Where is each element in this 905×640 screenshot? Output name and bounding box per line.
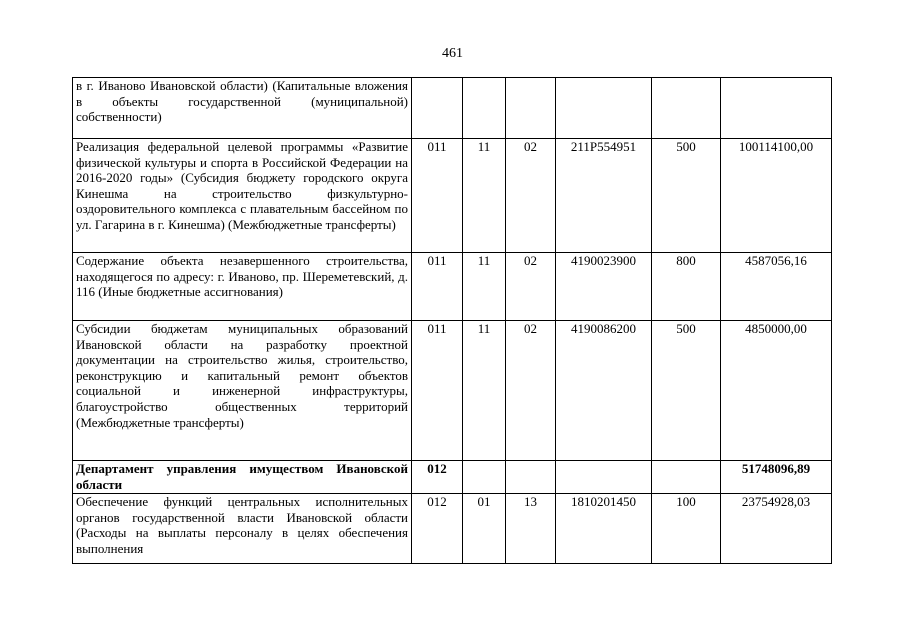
section-code: 11 [463,321,506,461]
admin-code: 011 [412,253,463,321]
amount: 100114100,00 [721,139,832,253]
target-article-code: 1810201450 [556,494,652,564]
section-code [463,461,506,494]
expense-description: Субсидии бюджетам муниципальных образований Ивановской области на разработку проектной документации на строительство жилья, строительство, реконструкцию и капитальный ремонт объектов социальной и инженерной инфраструктуры, благоустройство общественных территорий (Межбюджетные трансферты) [73,321,412,461]
section-code [463,78,506,139]
table-row [73,321,832,461]
expense-description: Обеспечение функций центральных исполнительных органов государственной власти Ивановской области (Расходы на выплаты персоналу в целях обеспечения выполнения [73,494,412,564]
target-article-code [556,78,652,139]
target-article-code [556,461,652,494]
section-code: 01 [463,494,506,564]
amount [721,78,832,139]
admin-code: 012 [412,494,463,564]
table-row [73,253,832,321]
budget-table [72,77,832,564]
table-row [73,494,832,564]
target-article-code: 4190023900 [556,253,652,321]
expense-type-code [652,78,721,139]
target-article-code: 4190086200 [556,321,652,461]
subsection-code [506,78,556,139]
subsection-code: 02 [506,253,556,321]
amount: 23754928,03 [721,494,832,564]
amount: 51748096,89 [721,461,832,494]
subsection-code: 13 [506,494,556,564]
subsection-code [506,461,556,494]
expense-type-code: 800 [652,253,721,321]
expense-description: Реализация федеральной целевой программы «Развитие физической культуры и спорта в Российской Федерации на 2016-2020 годы» (Субсидия бюджету городского округа Кинешма на строительство физкультурно-оздоровительного комплекса с плавательным бассейном по ул. Гагарина в г. Кинешма) (Межбюджетные трансферты) [73,139,412,253]
expense-type-code: 500 [652,321,721,461]
expense-description: Департамент управления имуществом Ивановской области [73,461,412,494]
amount: 4850000,00 [721,321,832,461]
expense-description: в г. Иваново Ивановской области) (Капитальные вложения в объекты государственной (муниципальной) собственности) [73,78,412,139]
table-row [73,139,832,253]
page-number: 461 [442,46,463,61]
admin-code: 012 [412,461,463,494]
table-row [73,78,832,139]
admin-code: 011 [412,139,463,253]
expense-type-code: 500 [652,139,721,253]
expense-description: Содержание объекта незавершенного строительства, находящегося по адресу: г. Иваново, пр. Шереметевский, д. 116 (Иные бюджетные ассигнования) [73,253,412,321]
subsection-code: 02 [506,321,556,461]
table-row [73,461,832,494]
admin-code: 011 [412,321,463,461]
subsection-code: 02 [506,139,556,253]
expense-type-code [652,461,721,494]
section-code: 11 [463,139,506,253]
admin-code [412,78,463,139]
section-code: 11 [463,253,506,321]
amount: 4587056,16 [721,253,832,321]
expense-type-code: 100 [652,494,721,564]
target-article-code: 211P554951 [556,139,652,253]
